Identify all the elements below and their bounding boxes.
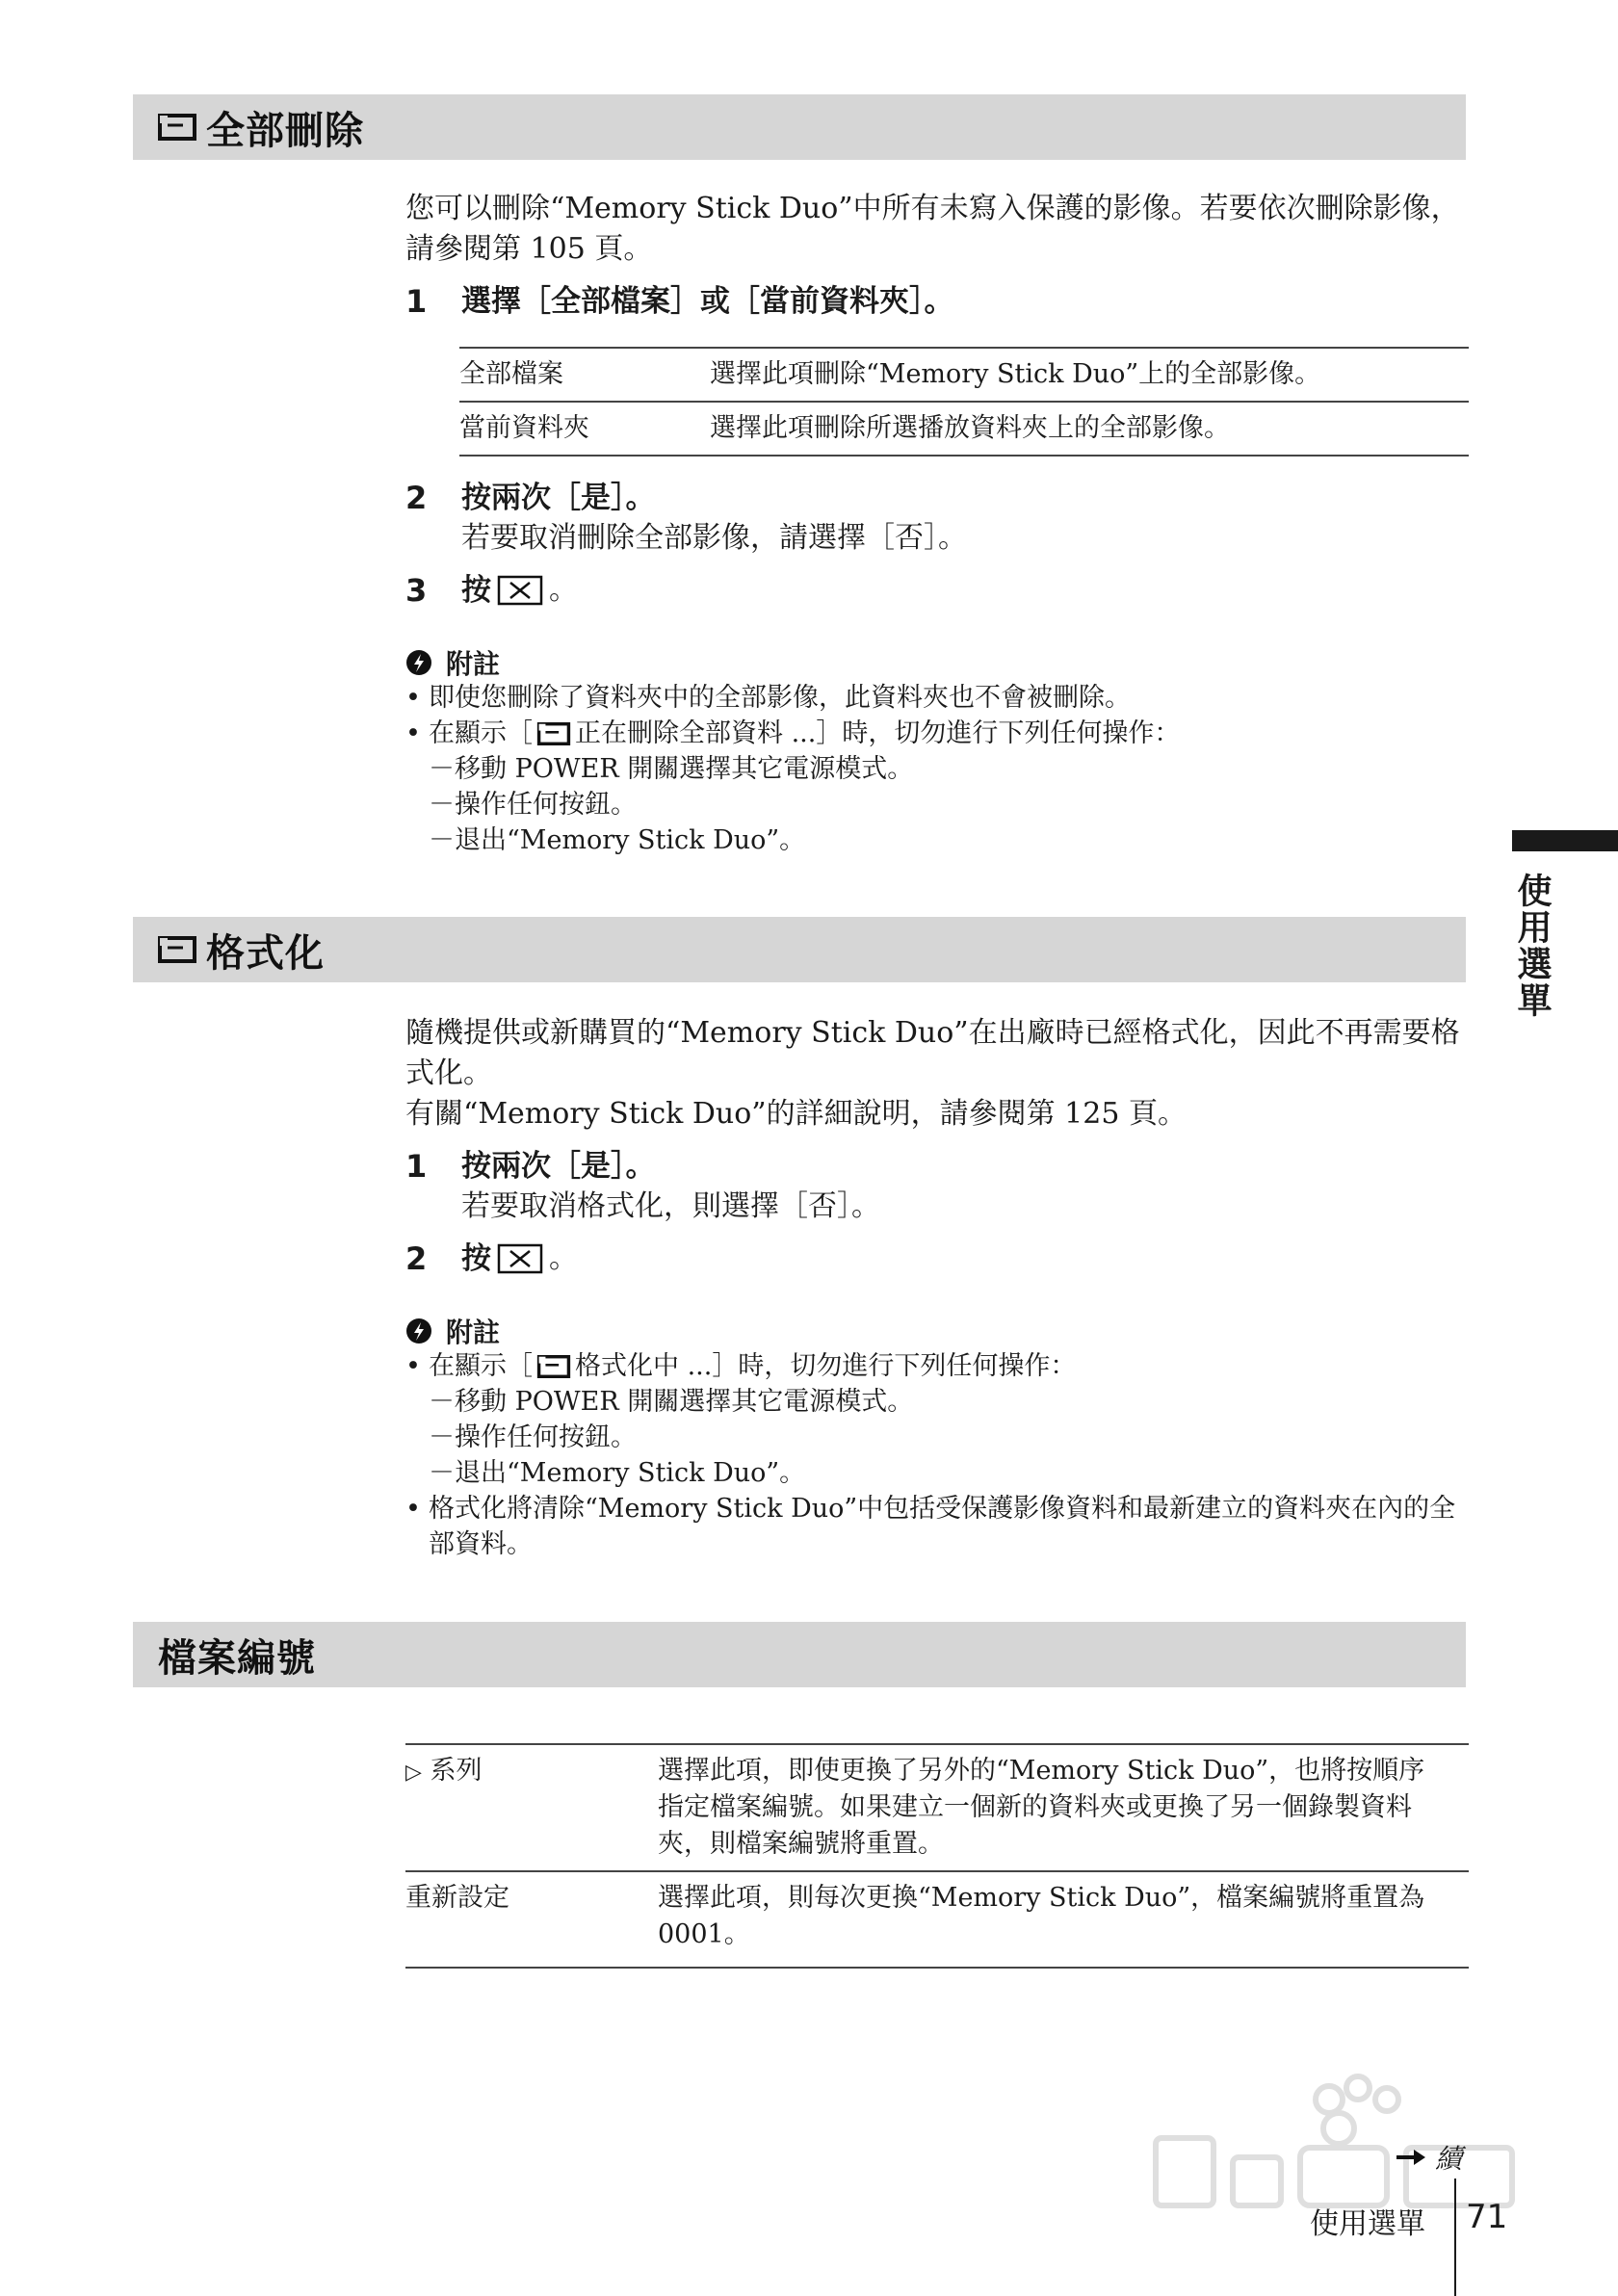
arrow-right-icon: [1395, 2148, 1427, 2167]
section-title-text: 檔案編號: [158, 1635, 316, 1681]
list-item: [405, 1348, 1469, 1384]
menu-close-button-icon: [497, 1243, 543, 1274]
format-step-2: [405, 1239, 578, 1279]
memory-stick-icon: [158, 114, 196, 141]
list-item: • 即使您刪除了資料夾中的全部影像，此資料夾也不會被刪除。: [405, 680, 1469, 716]
table-row: [405, 1871, 1469, 1968]
table-row: [459, 402, 1469, 456]
footer-section-name: 使用選單: [1310, 2207, 1425, 2241]
option-description: 選擇此項刪除所選播放資料夾上的全部影像。: [710, 413, 1230, 443]
step-subtext: 若要取消刪除全部影像，請選擇［否］。: [461, 521, 967, 555]
section-title-text: 格式化: [206, 930, 325, 976]
note-text: 格式化中 ...］時，切勿進行下列任何操作：: [575, 1351, 1077, 1381]
continued-text: 續: [1435, 2143, 1463, 2175]
option-description: 選擇此項，則每次更換“Memory Stick Duo”，檔案編號將重置為 0001。: [658, 1883, 1425, 1949]
notes-title: 附註: [446, 1317, 501, 1348]
list-item: －退出“Memory Stick Duo”。: [429, 825, 806, 855]
page-number: 71: [1466, 2198, 1508, 2236]
table-row: [405, 1744, 1469, 1871]
section-title: [158, 1628, 316, 1683]
step-title: 按兩次［是］。: [461, 481, 656, 515]
list-item: －操作任何按鈕。: [429, 1422, 637, 1452]
side-tab-marker: [1512, 830, 1618, 851]
format-step-1: [405, 1146, 880, 1227]
delete-all-notes: [405, 680, 1469, 858]
delete-all-notes-header: [405, 643, 500, 682]
option-label: 當前資料夾: [459, 413, 589, 443]
note-icon: [405, 649, 432, 676]
section-header-file-number: [133, 1622, 1466, 1687]
delete-all-intro: 您可以刪除“Memory Stick Duo”中所有未寫入保護的影像。若要依次刪除影像，請參閱第 105 頁。: [405, 192, 1460, 266]
list-item: －移動 POWER 開關選擇其它電源模式。: [429, 754, 914, 784]
list-item: • 格式化將清除“Memory Stick Duo”中包括受保護影像資料和最新建立的資料夾在內的全部資料。: [405, 1491, 1469, 1562]
table-row: [459, 348, 1469, 402]
footer-divider: [1454, 2179, 1456, 2296]
delete-all-options-table: [459, 347, 1469, 457]
step-punctuation: 。: [549, 573, 578, 607]
list-item: －移動 POWER 開關選擇其它電源模式。: [429, 1387, 914, 1417]
file-number-options-table: [405, 1743, 1469, 1969]
format-intro: 隨機提供或新購買的“Memory Stick Duo”在出廠時已經格式化，因此不再需要格式化。: [405, 1016, 1460, 1090]
continued-indicator: [1395, 2138, 1462, 2177]
step-title: 按兩次［是］。: [461, 1149, 656, 1184]
option-description: 選擇此項刪除“Memory Stick Duo”上的全部影像。: [710, 359, 1321, 389]
step-number: 1: [405, 283, 428, 320]
list-item: [405, 716, 1469, 751]
list-item: －退出“Memory Stick Duo”。: [429, 1458, 806, 1488]
step-title: 按: [461, 573, 491, 608]
side-tab-label: 使用選單: [1512, 873, 1552, 1019]
triangle-right-icon: ▷: [405, 1761, 422, 1785]
note-text: 正在刪除全部資料 ...］時，切勿進行下列任何操作：: [575, 718, 1181, 748]
option-label: 系列: [430, 1756, 483, 1786]
step-title: 選擇［全部檔案］或［當前資料夾］。: [461, 284, 954, 319]
section-title: [158, 923, 325, 978]
format-notes-header: [405, 1312, 500, 1350]
format-notes: [405, 1348, 1469, 1562]
note-text: • 在顯示［: [429, 1351, 533, 1381]
memory-stick-icon: [158, 936, 196, 963]
step-number: 3: [405, 572, 428, 609]
option-description: 選擇此項，即使更換了另外的“Memory Stick Duo”，也將按順序指定檔案編號。如果建立一個新的資料夾或更換了另一個錄製資料夾，則檔案編號將重置。: [658, 1756, 1425, 1859]
delete-all-step-2: [405, 478, 967, 559]
note-icon: [405, 1318, 432, 1344]
section-title: [158, 100, 364, 155]
step-subtext: 若要取消格式化，則選擇［否］。: [461, 1189, 880, 1223]
format-intro-2: 有關“Memory Stick Duo”的詳細說明，請參閱第 125 頁。: [405, 1097, 1187, 1131]
step-number: 2: [405, 480, 428, 516]
section-header-delete-all: [133, 94, 1466, 160]
note-text: • 在顯示［: [429, 718, 533, 748]
delete-all-step-1: [405, 281, 954, 323]
notes-title: 附註: [446, 648, 501, 680]
menu-close-button-icon: [497, 575, 543, 606]
step-title: 按: [461, 1241, 491, 1276]
option-label-cell: [405, 1744, 658, 1871]
section-header-format: [133, 917, 1466, 982]
option-label: 全部檔案: [459, 359, 563, 389]
delete-all-step-3: [405, 570, 578, 611]
step-punctuation: 。: [549, 1241, 578, 1275]
memory-stick-icon: [536, 1355, 571, 1378]
section-title-text: 全部刪除: [206, 108, 364, 153]
step-number: 2: [405, 1240, 428, 1277]
memory-stick-icon: [536, 722, 571, 745]
list-item: －操作任何按鈕。: [429, 790, 637, 820]
step-number: 1: [405, 1148, 428, 1185]
option-label: 重新設定: [405, 1883, 509, 1913]
